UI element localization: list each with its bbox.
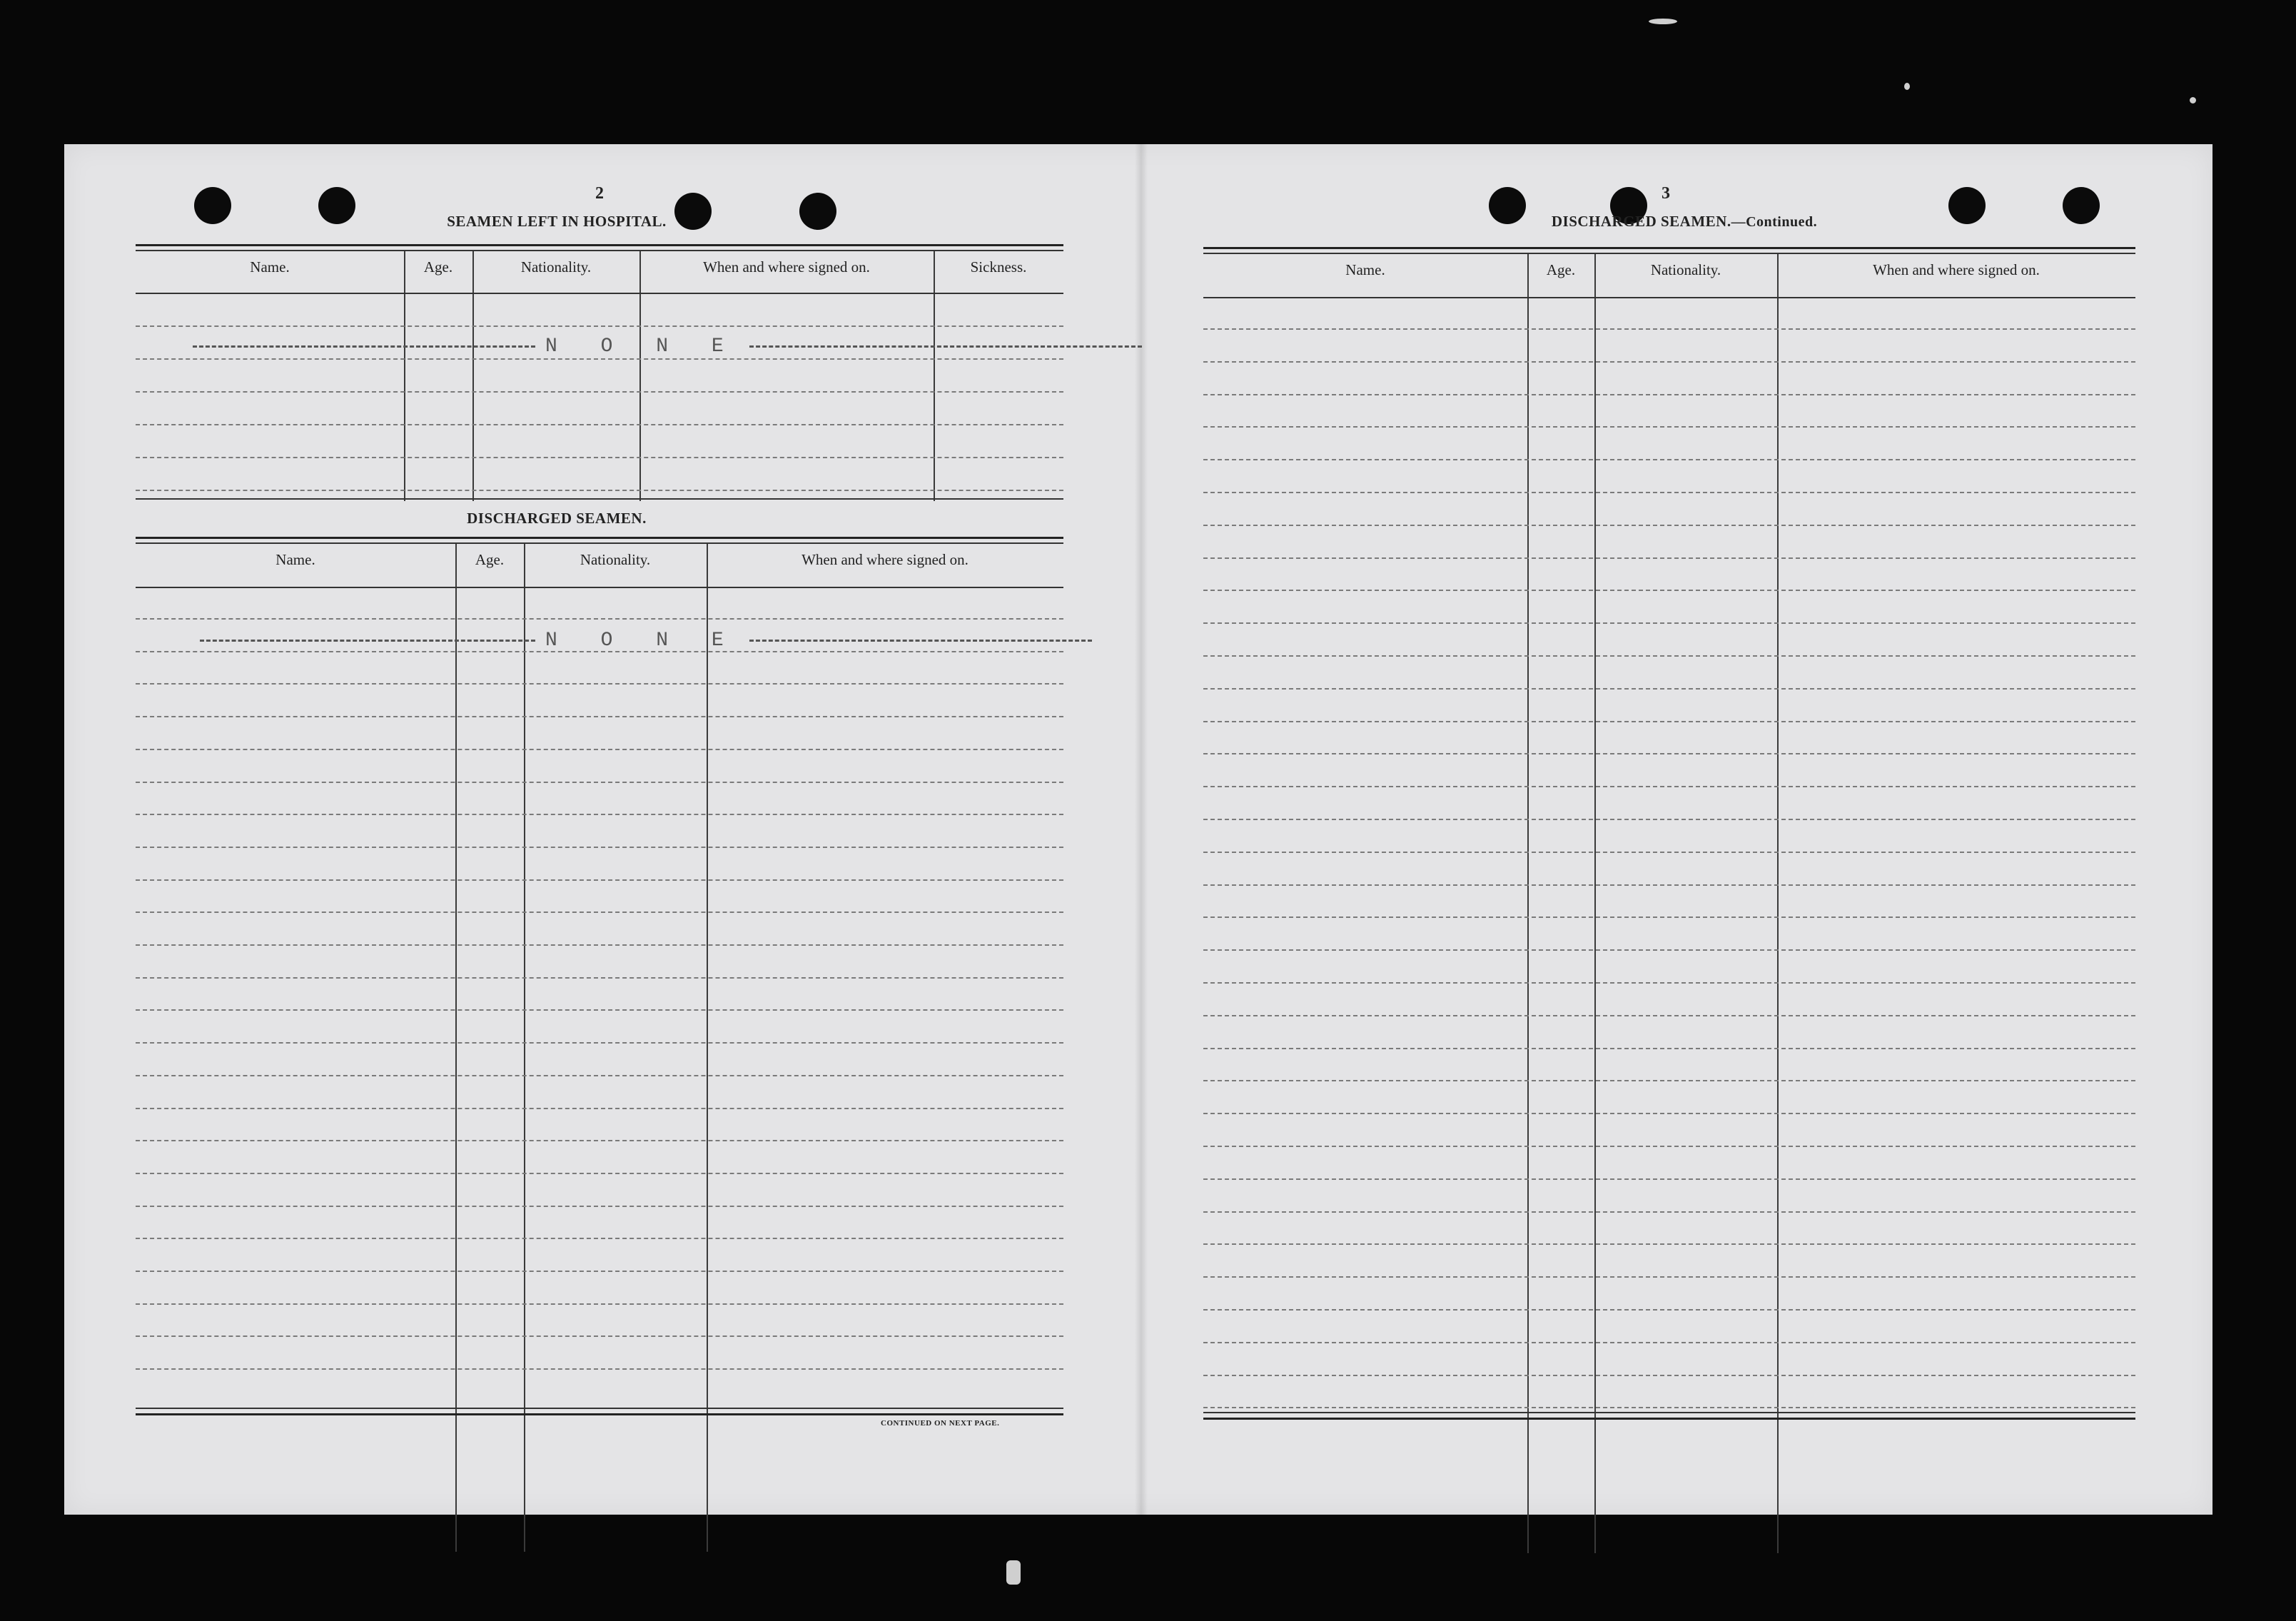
scan-speck: [1904, 83, 1910, 90]
ruled-line: [1203, 1407, 2135, 1408]
ruled-line: [1203, 949, 2135, 951]
ruled-line: [136, 749, 1063, 750]
ruled-line: [136, 1140, 1063, 1141]
ruled-line: [1203, 884, 2135, 886]
ruled-line: [136, 1206, 1063, 1207]
scan-speck: [1006, 1560, 1021, 1585]
ruled-line: [1203, 688, 2135, 690]
continued-footer: CONTINUED ON NEXT PAGE.: [881, 1419, 1000, 1428]
ruled-line: [1203, 1375, 2135, 1376]
discharged-header-signed-on: When and where signed on.: [801, 551, 969, 568]
punch-hole: [194, 187, 231, 224]
scan-speck: [2190, 97, 2196, 103]
none-text: N O N E: [545, 630, 739, 652]
column-divider: [524, 544, 525, 1552]
right-title-main: DISCHARGED SEAMEN.: [1551, 213, 1731, 230]
ruled-line: [136, 683, 1063, 685]
ruled-line: [136, 944, 1063, 946]
table-top-rule: [136, 250, 1063, 251]
ruled-line: [136, 618, 1063, 620]
ruled-line: [136, 1271, 1063, 1272]
ruled-line: [1203, 557, 2135, 559]
hospital-header-name: Name.: [250, 258, 290, 276]
hospital-section-title: SEAMEN LEFT IN HOSPITAL.: [447, 213, 667, 230]
column-divider: [934, 251, 935, 501]
table-top-rule: [136, 244, 1063, 246]
column-divider: [707, 544, 708, 1552]
ruled-line: [1203, 1342, 2135, 1343]
ruled-line: [1203, 1178, 2135, 1180]
hospital-header-nationality: Nationality.: [520, 258, 592, 276]
discharged-none-entry: [200, 630, 1092, 652]
hospital-header-age: Age.: [423, 258, 453, 276]
table-bottom-rule: [1203, 1412, 2135, 1413]
column-divider: [472, 251, 474, 501]
table-top-rule: [1203, 247, 2135, 249]
ruled-line: [1203, 394, 2135, 395]
ruled-line: [1203, 982, 2135, 984]
ruled-line: [136, 879, 1063, 881]
right-header-signed-on: When and where signed on.: [1873, 261, 2040, 278]
ruled-line: [136, 716, 1063, 717]
ruled-line: [1203, 1243, 2135, 1245]
none-text: N O N E: [545, 335, 739, 358]
ruled-line: [1203, 655, 2135, 657]
ruled-line: [1203, 590, 2135, 591]
header-rule: [136, 293, 1063, 294]
right-header-nationality: Nationality.: [1650, 261, 1721, 278]
ruled-line: [1203, 1146, 2135, 1147]
ruled-line: [1203, 1113, 2135, 1114]
ruled-line: [136, 424, 1063, 425]
hospital-header-sickness: Sickness.: [970, 258, 1027, 276]
ruled-line: [136, 1238, 1063, 1239]
ruled-line: [136, 1009, 1063, 1011]
scan-speck: [1649, 19, 1677, 24]
ruled-line: [136, 325, 1063, 327]
table-top-rule: [136, 537, 1063, 539]
right-section-title: [1492, 213, 1877, 231]
hospital-header-signed-on: When and where signed on.: [703, 258, 870, 276]
ruled-line: [1203, 426, 2135, 428]
ruled-line: [136, 977, 1063, 979]
discharged-header-nationality: Nationality.: [580, 551, 651, 568]
column-divider: [455, 544, 457, 1552]
ruled-line: [1203, 1048, 2135, 1049]
ruled-line: [1203, 753, 2135, 754]
ruled-line: [1203, 622, 2135, 624]
ruled-line: [1203, 1276, 2135, 1278]
column-divider: [1777, 254, 1779, 1553]
ruled-line: [136, 1173, 1063, 1174]
ruled-line: [136, 457, 1063, 458]
ruled-line: [136, 1108, 1063, 1109]
ruled-line: [1203, 525, 2135, 526]
table-top-rule: [136, 542, 1063, 544]
column-divider: [639, 251, 641, 501]
ruled-line: [136, 1075, 1063, 1076]
right-header-name: Name.: [1345, 261, 1385, 278]
ruled-line: [1203, 786, 2135, 787]
ruled-line: [1203, 1080, 2135, 1081]
ruled-line: [136, 391, 1063, 393]
ruled-line: [1203, 916, 2135, 918]
ruled-line: [1203, 492, 2135, 493]
table-bottom-rule: [136, 1413, 1063, 1415]
discharged-header-name: Name.: [275, 551, 315, 568]
ruled-line: [1203, 852, 2135, 853]
column-divider: [1594, 254, 1596, 1553]
discharged-section-title: DISCHARGED SEAMEN.: [467, 510, 647, 527]
ruled-line: [1203, 361, 2135, 363]
column-divider: [1527, 254, 1529, 1553]
ruled-line: [1203, 1015, 2135, 1016]
table-bottom-rule: [136, 1408, 1063, 1409]
ruled-line: [136, 1303, 1063, 1305]
ruled-line: [136, 1368, 1063, 1370]
ruled-line: [136, 1335, 1063, 1337]
ruled-line: [136, 358, 1063, 360]
right-header-age: Age.: [1546, 261, 1576, 278]
table-top-rule: [1203, 253, 2135, 254]
ruled-line: [136, 847, 1063, 848]
header-rule: [136, 587, 1063, 588]
ruled-line: [136, 814, 1063, 815]
discharged-header-age: Age.: [475, 551, 505, 568]
page-number-left: 2: [595, 184, 604, 203]
page-number-right: 3: [1662, 184, 1670, 203]
ruled-line: [1203, 721, 2135, 722]
ruled-line: [136, 912, 1063, 913]
ruled-line: [136, 1042, 1063, 1044]
column-divider: [404, 251, 405, 501]
punch-hole: [1948, 187, 1986, 224]
table-bottom-rule: [136, 498, 1063, 500]
punch-hole: [2063, 187, 2100, 224]
ruled-line: [1203, 1309, 2135, 1311]
ruled-line: [1203, 328, 2135, 330]
right-title-continued: —Continued.: [1731, 214, 1818, 230]
ruled-line: [1203, 459, 2135, 460]
header-rule: [1203, 297, 2135, 298]
ruled-line: [136, 490, 1063, 491]
punch-hole: [799, 193, 836, 230]
hospital-none-entry: [193, 335, 1142, 358]
ledger-sheet: [64, 144, 2212, 1515]
ruled-line: [136, 782, 1063, 783]
table-bottom-rule: [1203, 1418, 2135, 1420]
ruled-line: [1203, 1211, 2135, 1213]
ruled-line: [1203, 819, 2135, 820]
